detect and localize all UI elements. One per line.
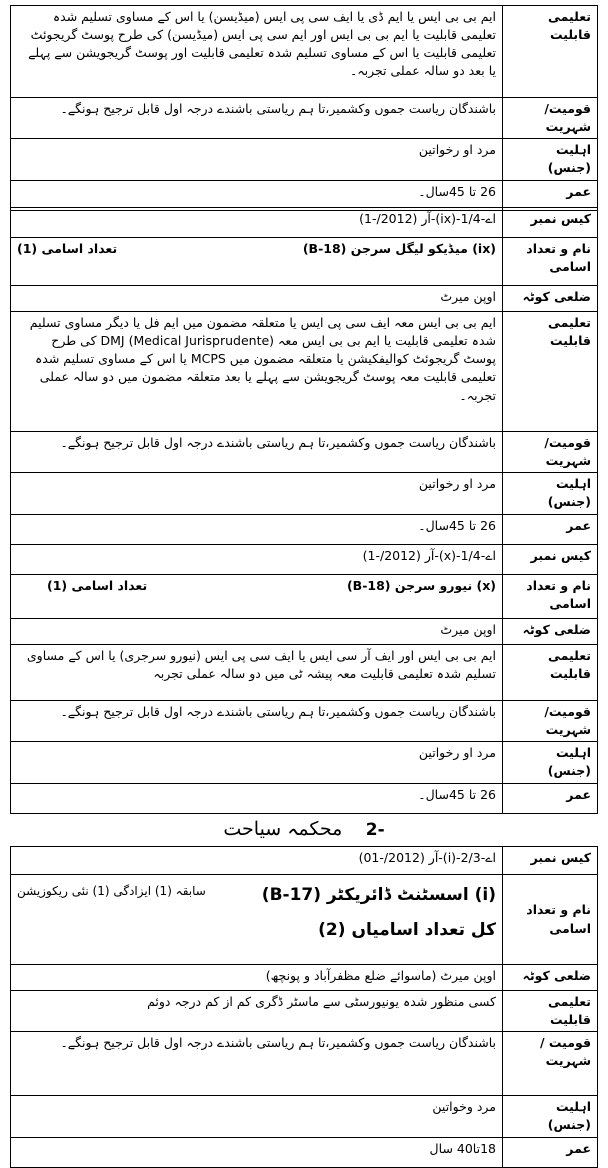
nationality-text: باشندگان ریاست جموں وکشمیر،تا ہم ریاستی باشندے درجہ اول قابل ترجیح ہونگے۔ xyxy=(11,432,503,473)
post-count-text: کل تعداد اسامیاں (2) xyxy=(318,919,496,940)
post-name-text: (x) نیورو سرجن (B-18) xyxy=(346,578,496,593)
post-note-text: سابقہ (1) ایزادگی (1) نئی ریکوزیشن xyxy=(17,884,206,898)
case-no-text: اے-1/4-(ix)-آر (2012/-1) xyxy=(11,208,503,238)
label-qualification: تعلیمی قابلیت xyxy=(503,645,598,701)
label-eligibility: اہلیت (جنس) xyxy=(503,1096,598,1137)
department-name: محکمہ سیاحت xyxy=(223,818,343,840)
age-text: 26 تا 45سال۔ xyxy=(11,180,503,210)
table-block-2 xyxy=(10,544,598,814)
post-name-cell xyxy=(11,238,503,286)
age-text: 18تا40 سال xyxy=(11,1137,503,1167)
label-qualification: تعلیمی قابلیت xyxy=(503,991,598,1032)
table-block-1 xyxy=(10,207,598,545)
nationality-text: باشندگان ریاست جموں وکشمیر،تا ہم ریاستی باشندے درجہ اول قابل ترجیح ہونگے۔ xyxy=(11,98,503,139)
label-qualification: تعلیمی قابلیت xyxy=(503,312,598,432)
post-name-text: (ix) میڈیکو لیگل سرجن (B-18) xyxy=(302,241,496,256)
post-count-text: تعداد اسامی (1) xyxy=(47,578,148,593)
case-no-text: اے-1/4-(x)-آر (2012/-1) xyxy=(11,545,503,575)
department-number: -2 xyxy=(365,820,385,840)
eligibility-text: مرد وخواتین xyxy=(11,1096,503,1137)
label-nationality: قومیت/شہریت xyxy=(503,701,598,742)
district-quota-text: اوپن میرٹ xyxy=(11,619,503,645)
case-no-text: اے-2/3-(i)-آر (2012/-01) xyxy=(11,847,503,875)
post-name-cell xyxy=(11,575,503,619)
label-eligibility: اہلیت (جنس) xyxy=(503,473,598,514)
eligibility-text: مرد او رخواتین xyxy=(11,742,503,783)
label-nationality: قومیت/شہریت xyxy=(503,432,598,473)
label-age: عمر xyxy=(503,783,598,813)
label-district-quota: ضلعی کوٹہ xyxy=(503,619,598,645)
nationality-text: باشندگان ریاست جموں وکشمیر،تا ہم ریاستی باشندے درجہ اول قابل ترجیح ہونگے۔ xyxy=(11,701,503,742)
district-quota-text: اوپن میرٹ xyxy=(11,286,503,312)
eligibility-text: مرد او رخواتین xyxy=(11,139,503,180)
label-case-no: کیس نمبر xyxy=(503,545,598,575)
label-case-no: کیس نمبر xyxy=(503,208,598,238)
qualification-text: ایم بی بی ایس یا ایم ڈی یا ایف سی پی ایس (میڈیسن) یا اس کے مساوی تسلیم شدہ تعلیمی قابلیت یا ایم بی بی ایس اور ایم سی پی ایس (میڈیسن) کی طرح پوسٹ گریجوئٹ تعلیمی قابلیت یا اس کے مساوی تسلیم شدہ تعلیمی قابلیت اور پوسٹ گریجویشن سے پہلے یا بعد دو سالہ عملی تجربہ۔ xyxy=(11,6,503,98)
label-age: عمر xyxy=(503,1137,598,1167)
label-post-name: نام و تعداد اسامی xyxy=(503,238,598,286)
table-block-3 xyxy=(10,846,598,1168)
qualification-text: ایم بی بی ایس اور ایف آر سی ایس یا ایف سی پی ایس (نیورو سرجری) یا اس کے مساوی تسلیم شدہ تعلیمی قابلیت معہ پیشہ ٹی میں دو سالہ عملی تجربہ xyxy=(11,645,503,701)
label-eligibility: اہلیت (جنس) xyxy=(503,742,598,783)
label-nationality: قومیت / شہریت xyxy=(503,1032,598,1096)
label-nationality: قومیت/شہریت xyxy=(503,98,598,139)
label-post-name: نام و تعداد اسامی xyxy=(503,875,598,965)
label-case-no: کیس نمبر xyxy=(503,847,598,875)
age-text: 26 تا 45سال۔ xyxy=(11,514,503,544)
age-text: 26 تا 45سال۔ xyxy=(11,783,503,813)
table-block-0 xyxy=(10,5,598,211)
label-district-quota: ضلعی کوٹہ xyxy=(503,286,598,312)
eligibility-text: مرد او رخواتین xyxy=(11,473,503,514)
department-heading xyxy=(0,818,608,840)
post-count-text: تعداد اسامی (1) xyxy=(17,241,118,256)
district-quota-text: اوپن میرٹ (ماسوائے ضلع مظفرآباد و پونچھ) xyxy=(11,965,503,991)
label-district-quota: ضلعی کوٹہ xyxy=(503,965,598,991)
label-qualification: تعلیمی قابلیت xyxy=(503,6,598,98)
label-post-name: نام و تعداد اسامی xyxy=(503,575,598,619)
label-age: عمر xyxy=(503,180,598,210)
nationality-text: باشندگان ریاست جموں وکشمیر،تا ہم ریاستی باشندے درجہ اول قابل ترجیح ہونگے۔ xyxy=(11,1032,503,1096)
post-name-text: (i) اسسٹنٹ ڈائریکٹر (B-17) xyxy=(261,885,496,905)
label-age: عمر xyxy=(503,514,598,544)
qualification-text: ایم بی بی ایس معہ ایف سی پی ایس یا متعلقہ مضمون میں ایم فل یا دیگر مساوی تسلیم شدہ تعلیمی قابلیت یا ایم بی بی ایس معہ DMJ (Medical Jurisprudente) کی طرح پوسٹ گریجوئٹ کوالیفکیشن یا متعلقہ مضمون میں MCPS یا اس کے مساوی تسلیم شدہ تعلیمی قابلیت معہ پوسٹ گریجویشن سے پہلے یا بعد متعلقہ مضمون میں دو سالہ عملی تجربہ۔ xyxy=(11,312,503,432)
qualification-text: کسی منظور شدہ یونیورسٹی سے ماسٹر ڈگری کم از کم درجہ دوئم xyxy=(11,991,503,1032)
label-eligibility: اہلیت (جنس) xyxy=(503,139,598,180)
post-name-cell xyxy=(11,875,503,965)
